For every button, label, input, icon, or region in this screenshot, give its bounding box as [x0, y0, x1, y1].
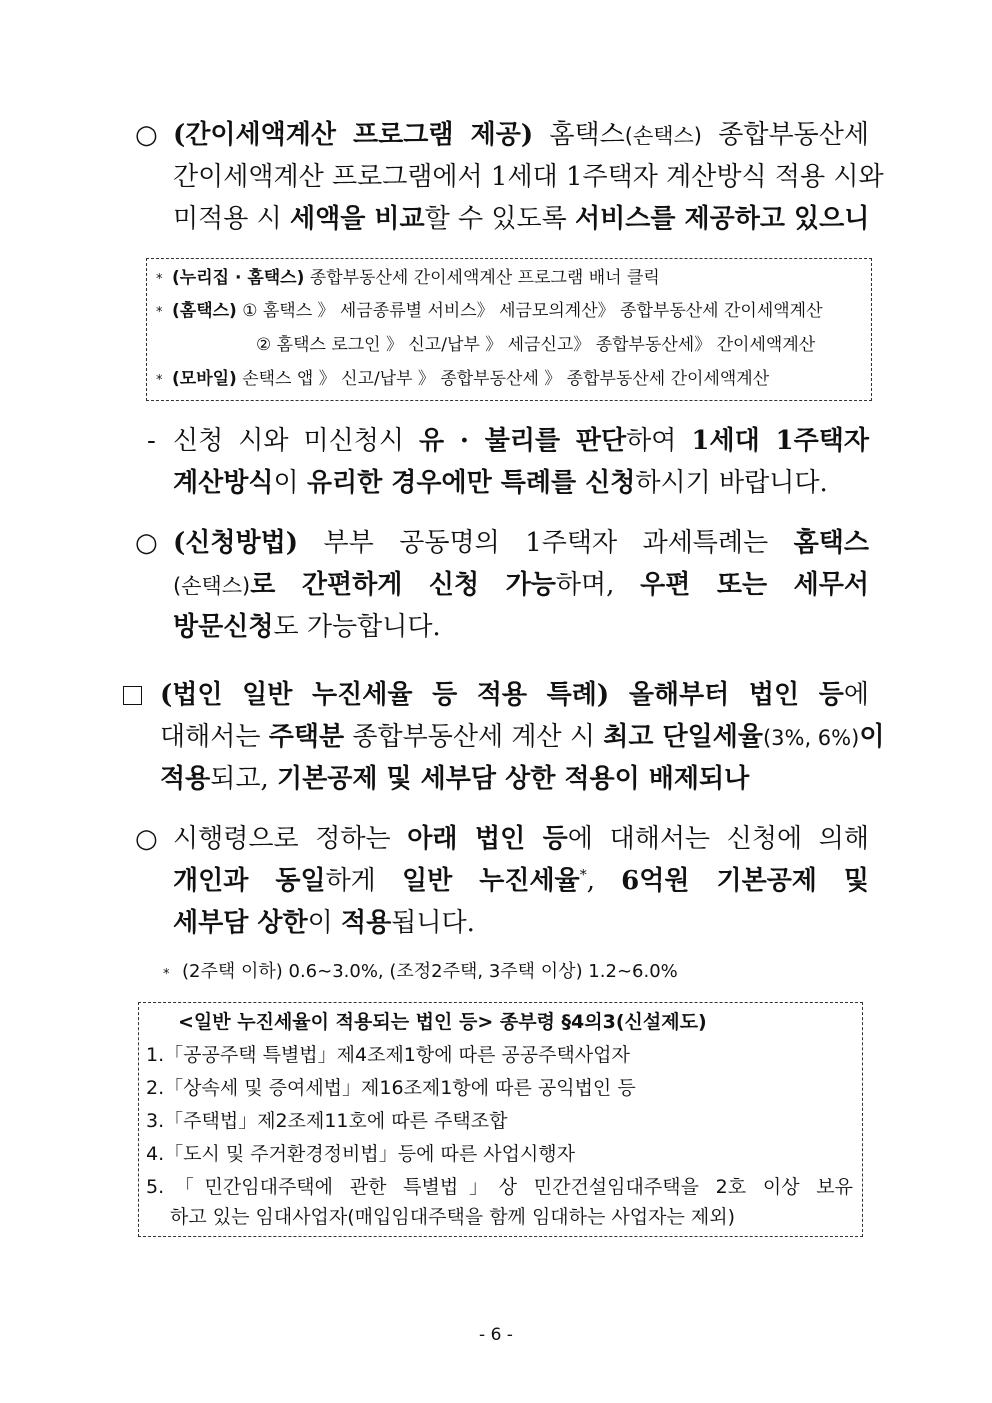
section2-line1: (신청방법) 부부 공동명의 1주택자 과세특례는 홈택스: [173, 528, 869, 558]
law-item: 5.「민간임대주택에 관한 특별법」상 민간건설임대주택을 2호 이상 보유: [146, 1176, 853, 1198]
note-star-icon: *: [156, 272, 163, 287]
section4-line3: 세부담 상한이 적용됩니다.: [173, 908, 475, 938]
section3-line2: 대해서는 주택분 종합부동산세 계산 시 최고 단일세율(3%, 6%)이: [160, 722, 885, 752]
sub1-line1: 신청 시와 미신청시 유 · 불리를 판단하여 1세대 1주택자: [173, 426, 869, 456]
circle-bullet-icon: ○: [135, 120, 158, 150]
law-item: 3.「주택법」제2조제11호에 따른 주택조합: [146, 1110, 508, 1132]
footnote-star-icon: *: [163, 967, 170, 982]
section2-line2: (손택스)로 간편하게 신청 가능하며, 우편 또는 세무서: [173, 570, 870, 600]
section1-line3: 미적용 시 세액을 비교할 수 있도록 서비스를 제공하고 있으니: [173, 204, 870, 234]
guide-item: (홈택스) ① 홈택스 》 세금종류별 서비스》 세금모의계산》 종합부동산세 간이세액계산: [172, 301, 823, 321]
section1-heading: (간이세액계산 프로그램 제공): [173, 120, 534, 150]
circle-bullet-icon: ○: [135, 824, 158, 854]
sub1-line2: 계산방식이 유리한 경우에만 특례를 신청하시기 바랍니다.: [173, 468, 828, 498]
section2-heading: (신청방법): [173, 528, 299, 558]
guide-item: (모바일) 손택스 앱 》 신고/납부 》 종합부동산세 》 종합부동산세 간이세액계산: [172, 369, 770, 389]
guide-item: ② 홈택스 로그인 》 신고/납부 》 세금신고》 종합부동산세》 간이세액계산: [256, 335, 816, 355]
section4-line2: 개인과 동일하게 일반 누진세율*, 6억원 기본공제 및: [173, 866, 870, 896]
note-star-icon: *: [156, 373, 163, 388]
law-item: 1.「공공주택 특별법」제4조제1항에 따른 공공주택사업자: [146, 1044, 630, 1066]
law-item-continuation: 하고 있는 임대사업자(매입임대주택을 함께 임대하는 사업자는 제외): [170, 1206, 735, 1228]
law-box-title: <일반 누진세율이 적용되는 법인 등> 종부령 §4의3(신설제도): [178, 1011, 707, 1033]
dash-bullet: -: [147, 426, 156, 456]
law-item: 2.「상속세 및 증여세법」제16조제1항에 따른 공익법인 등: [146, 1077, 636, 1099]
section3-heading: (법인 일반 누진세율 등 적용 특례) 올해부터 법인 등: [160, 680, 844, 710]
section1-line2: 간이세액계산 프로그램에서 1세대 1주택자 계산방식 적용 시와: [173, 162, 884, 192]
section3-line1: (법인 일반 누진세율 등 적용 특례) 올해부터 법인 등에: [160, 680, 869, 710]
square-bullet-icon: [123, 686, 142, 705]
guide-item: (누리집 · 홈택스) 종합부동산세 간이세액계산 프로그램 배너 클릭: [172, 268, 660, 288]
section4-line1: 시행령으로 정하는 아래 법인 등에 대해서는 신청에 의해: [173, 824, 869, 854]
section1-line1: (간이세액계산 프로그램 제공) 홈택스(손택스) 종합부동산세: [173, 120, 869, 150]
law-item: 4.「도시 및 주거환경정비법」등에 따른 사업시행자: [146, 1143, 576, 1165]
note-star-icon: *: [156, 305, 163, 320]
page-number: - 6 -: [479, 1325, 513, 1345]
footnote-text: (2주택 이하) 0.6∼3.0%, (조정2주택, 3주택 이상) 1.2∼6.0%: [182, 961, 678, 982]
section3-line3: 적용되고, 기본공제 및 세부담 상한 적용이 배제되나: [160, 764, 750, 794]
circle-bullet-icon: ○: [135, 528, 158, 558]
section2-line3: 방문신청도 가능합니다.: [173, 612, 441, 642]
